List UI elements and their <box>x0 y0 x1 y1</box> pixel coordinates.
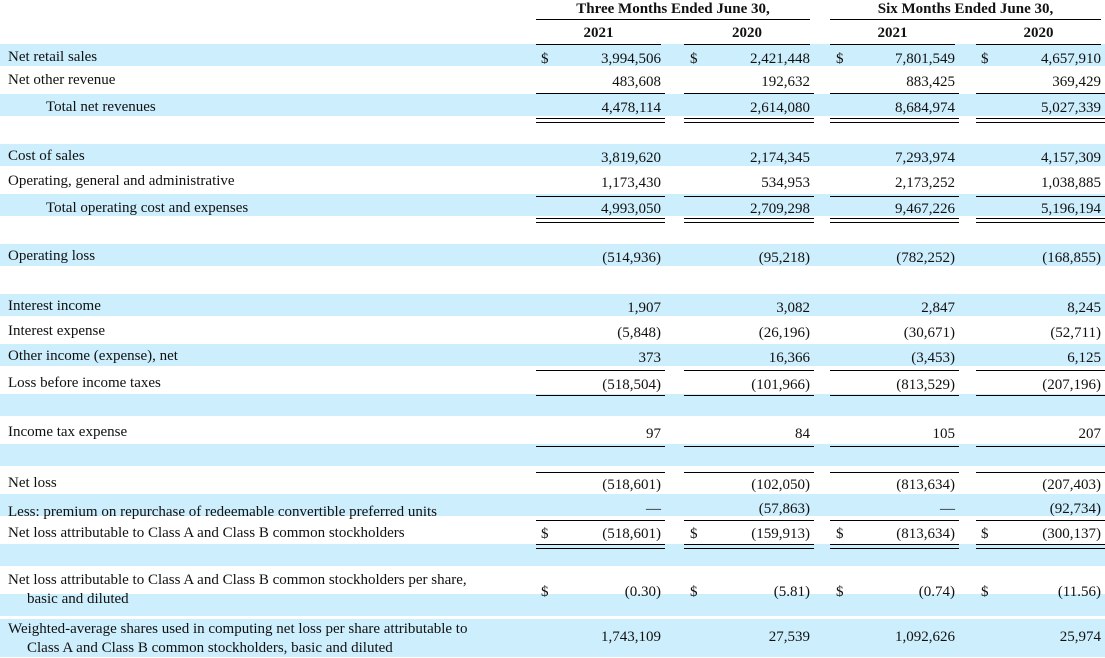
value-net-loss: (102,050) <box>751 477 810 493</box>
subtotal-underline <box>536 370 665 371</box>
value-interest-expense: (30,671) <box>903 325 955 341</box>
row-label-operating-ga: Operating, general and administrative <box>8 173 235 189</box>
subtotal-underline <box>976 93 1105 94</box>
value-cost-of-sales: 3,819,620 <box>601 150 661 166</box>
value-total-operating-cost: 9,467,226 <box>895 201 955 217</box>
value-interest-income: 1,907 <box>627 300 661 316</box>
value-per-share: (0.74) <box>918 584 955 600</box>
subtotal-underline <box>830 196 959 197</box>
value-net-loss-attrib: (813,634) <box>896 526 955 542</box>
value-loss-before-tax: (101,966) <box>751 377 810 393</box>
subtotal-underline <box>830 472 959 473</box>
row-label-income-tax-expense: Income tax expense <box>8 424 128 440</box>
total-double-underline <box>684 544 814 549</box>
value-loss-before-tax: (813,529) <box>896 377 955 393</box>
value-operating-ga: 2,173,252 <box>895 175 955 191</box>
subtotal-underline <box>976 395 1105 396</box>
header-year: 2021 <box>877 25 908 41</box>
value-total-operating-cost: 4,993,050 <box>601 201 661 217</box>
subtotal-underline <box>684 395 814 396</box>
value-net-retail-sales: 3,994,506 <box>601 51 661 67</box>
value-net-retail-sales: 7,801,549 <box>895 51 955 67</box>
header-year-underline <box>536 44 661 45</box>
total-double-underline <box>976 218 1105 223</box>
dollar-sign: $ <box>836 51 844 67</box>
subtotal-underline <box>536 196 665 197</box>
row-shading <box>0 394 1105 416</box>
subtotal-underline <box>684 370 814 371</box>
header-year: 2020 <box>732 25 762 41</box>
row-label-loss-before-tax: Loss before income taxes <box>8 375 161 391</box>
value-per-share: (0.30) <box>624 584 661 600</box>
value-cost-of-sales: 2,174,345 <box>750 150 810 166</box>
subtotal-underline <box>536 93 665 94</box>
value-net-loss-attrib: (300,137) <box>1042 526 1101 542</box>
value-less-premium: — <box>940 501 955 517</box>
row-label-per-share: Net loss attributable to Class A and Class B common stockholders per share, <box>8 572 467 588</box>
value-net-other-revenue: 883,425 <box>906 74 955 90</box>
value-operating-ga: 1,173,430 <box>601 175 661 191</box>
subtotal-underline <box>684 472 814 473</box>
row-label-weighted-shares-cont: Class A and Class B common stockholders, basic and diluted <box>27 640 393 656</box>
value-less-premium: — <box>646 501 661 517</box>
subtotal-underline <box>536 520 665 521</box>
value-net-loss: (518,601) <box>602 477 661 493</box>
subtotal-underline <box>830 370 959 371</box>
value-per-share: (5.81) <box>773 584 810 600</box>
value-interest-income: 8,245 <box>1067 300 1101 316</box>
value-net-loss-attrib: (159,913) <box>751 526 810 542</box>
value-weighted-shares: 1,092,626 <box>895 629 955 645</box>
value-other-income: 373 <box>638 350 661 366</box>
total-double-underline <box>536 544 665 549</box>
row-label-interest-income: Interest income <box>8 298 101 314</box>
value-cost-of-sales: 7,293,974 <box>895 150 955 166</box>
value-less-premium: (57,863) <box>758 501 810 517</box>
row-label-per-share-cont: basic and diluted <box>27 591 129 607</box>
dollar-sign: $ <box>836 526 844 542</box>
value-loss-before-tax: (207,196) <box>1042 377 1101 393</box>
subtotal-underline <box>830 520 959 521</box>
value-total-net-revenues: 2,614,080 <box>750 100 810 116</box>
subtotal-underline <box>536 446 665 447</box>
subtotal-underline <box>684 520 814 521</box>
row-shading <box>0 444 1105 466</box>
row-label-net-loss-attrib: Net loss attributable to Class A and Class B common stockholders <box>8 525 405 541</box>
subtotal-underline <box>830 93 959 94</box>
dollar-sign: $ <box>690 526 698 542</box>
dollar-sign: $ <box>541 51 549 67</box>
value-loss-before-tax: (518,504) <box>602 377 661 393</box>
total-double-underline <box>830 544 959 549</box>
value-net-retail-sales: 4,657,910 <box>1041 51 1101 67</box>
dollar-sign: $ <box>836 584 844 600</box>
row-label-total-operating-cost: Total operating cost and expenses <box>46 200 249 216</box>
header-three-months: Three Months Ended June 30, <box>576 1 770 17</box>
dollar-sign: $ <box>690 584 698 600</box>
value-operating-ga: 534,953 <box>761 175 810 191</box>
value-net-loss: (207,403) <box>1042 477 1101 493</box>
header-year-underline <box>830 44 955 45</box>
subtotal-underline <box>684 446 814 447</box>
value-operating-loss: (514,936) <box>602 250 661 266</box>
value-other-income: (3,453) <box>911 350 955 366</box>
total-double-underline <box>830 118 959 123</box>
value-operating-ga: 1,038,885 <box>1041 175 1101 191</box>
dollar-sign: $ <box>541 526 549 542</box>
subtotal-underline <box>684 93 814 94</box>
subtotal-underline <box>684 196 814 197</box>
value-total-net-revenues: 4,478,114 <box>601 100 661 116</box>
subtotal-underline <box>976 370 1105 371</box>
row-label-other-income: Other income (expense), net <box>8 348 178 364</box>
value-interest-expense: (26,196) <box>758 325 810 341</box>
value-interest-expense: (5,848) <box>617 325 661 341</box>
subtotal-underline <box>976 520 1105 521</box>
subtotal-underline <box>536 472 665 473</box>
value-operating-loss: (782,252) <box>896 250 955 266</box>
value-income-tax-expense: 84 <box>795 426 810 442</box>
value-interest-income: 2,847 <box>921 300 955 316</box>
value-less-premium: (92,734) <box>1049 501 1101 517</box>
subtotal-underline <box>976 472 1105 473</box>
value-net-other-revenue: 483,608 <box>612 74 661 90</box>
value-total-net-revenues: 8,684,974 <box>895 100 955 116</box>
subtotal-underline <box>976 196 1105 197</box>
value-total-operating-cost: 5,196,194 <box>1041 201 1101 217</box>
dollar-sign: $ <box>981 51 989 67</box>
value-income-tax-expense: 97 <box>646 426 661 442</box>
row-label-net-retail-sales: Net retail sales <box>8 49 98 65</box>
total-double-underline <box>830 218 959 223</box>
value-income-tax-expense: 105 <box>932 426 955 442</box>
header-year: 2021 <box>583 25 614 41</box>
value-other-income: 16,366 <box>768 350 810 366</box>
dollar-sign: $ <box>690 51 698 67</box>
total-double-underline <box>684 118 814 123</box>
subtotal-underline <box>536 395 665 396</box>
value-other-income: 6,125 <box>1067 350 1101 366</box>
header-year: 2020 <box>1023 25 1054 41</box>
value-per-share: (11.56) <box>1057 584 1101 600</box>
subtotal-underline <box>976 446 1105 447</box>
row-label-weighted-shares: Weighted-average shares used in computing net loss per share attributable to <box>8 621 468 637</box>
value-total-net-revenues: 5,027,339 <box>1041 100 1101 116</box>
dollar-sign: $ <box>981 526 989 542</box>
value-interest-expense: (52,711) <box>1050 325 1101 341</box>
total-double-underline <box>684 218 814 223</box>
total-double-underline <box>976 544 1105 549</box>
subtotal-underline <box>830 395 959 396</box>
row-label-less-premium: Less: premium on repurchase of redeemable convertible preferred units <box>8 504 437 520</box>
value-operating-loss: (95,218) <box>758 250 810 266</box>
value-total-operating-cost: 2,709,298 <box>750 201 810 217</box>
dollar-sign: $ <box>541 584 549 600</box>
value-net-other-revenue: 369,429 <box>1052 74 1101 90</box>
value-net-loss: (813,634) <box>896 477 955 493</box>
total-double-underline <box>536 118 665 123</box>
value-net-other-revenue: 192,632 <box>761 74 810 90</box>
value-cost-of-sales: 4,157,309 <box>1041 150 1101 166</box>
header-year-underline <box>976 44 1101 45</box>
value-income-tax-expense: 207 <box>1078 426 1101 442</box>
value-interest-income: 3,082 <box>776 300 810 316</box>
value-operating-loss: (168,855) <box>1042 250 1101 266</box>
value-weighted-shares: 1,743,109 <box>601 629 661 645</box>
row-label-net-loss: Net loss <box>8 475 57 491</box>
row-label-total-net-revenues: Total net revenues <box>46 99 156 115</box>
header-year-underline <box>684 44 810 45</box>
value-weighted-shares: 25,974 <box>1059 629 1101 645</box>
row-label-operating-loss: Operating loss <box>8 248 96 264</box>
header-underline-three <box>536 19 810 20</box>
value-net-loss-attrib: (518,601) <box>602 526 661 542</box>
header-six-months: Six Months Ended June 30, <box>877 1 1054 17</box>
row-label-interest-expense: Interest expense <box>8 323 106 339</box>
total-double-underline <box>976 118 1105 123</box>
row-label-cost-of-sales: Cost of sales <box>8 148 85 164</box>
value-net-retail-sales: 2,421,448 <box>750 51 810 67</box>
value-weighted-shares: 27,539 <box>768 629 810 645</box>
subtotal-underline <box>830 446 959 447</box>
header-underline-six <box>830 19 1101 20</box>
row-label-net-other-revenue: Net other revenue <box>8 72 116 88</box>
dollar-sign: $ <box>981 584 989 600</box>
total-double-underline <box>536 218 665 223</box>
